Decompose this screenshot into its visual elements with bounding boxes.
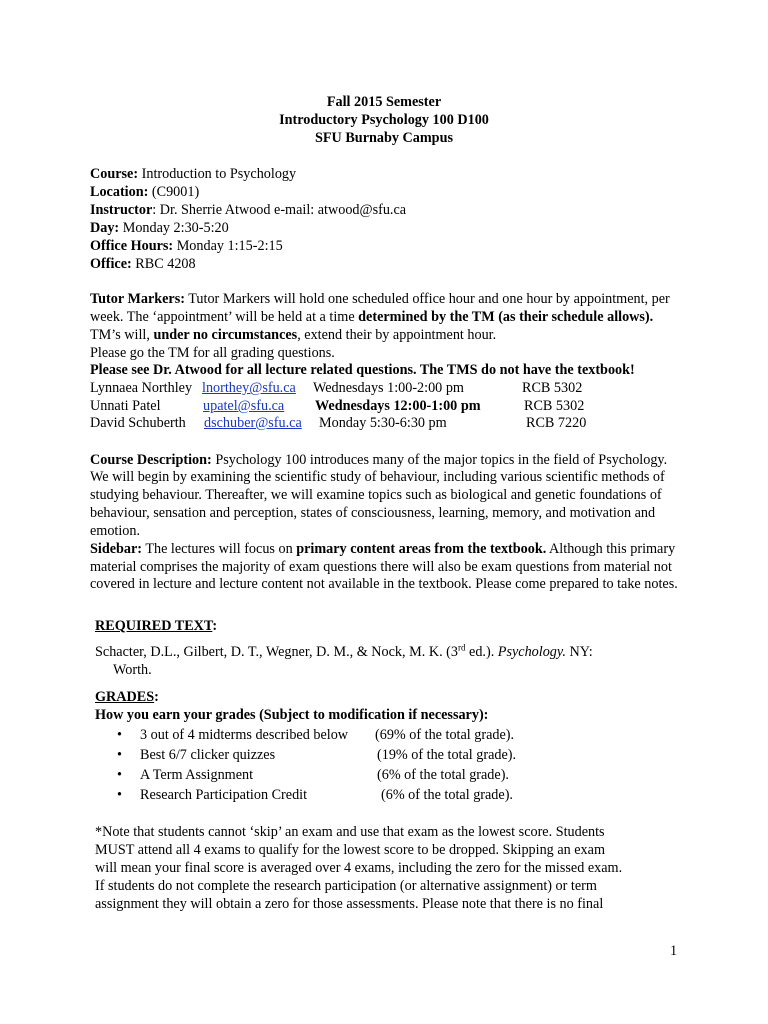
marker-email-link[interactable]: lnorthey@sfu.ca [202,380,296,396]
grade-item-label: A Term Assignment [140,767,254,783]
tutor-line-4: Please go the TM for all grading questions. [90,345,335,361]
course-label: Course: [90,166,139,182]
grade-item-label: Research Participation Credit [140,787,308,803]
sidebar-line-3: covered in lecture and lecture content not available in the textbook. Please come prepared to take notes. [90,576,678,592]
marker-hours: Wednesdays 1:00-2:00 pm [313,380,464,396]
citation-title: Psychology. [497,644,566,660]
tutor-text-2a: week. The ‘appointment’ will be held at a time [90,309,359,325]
instructor-value: : Dr. Sherrie Atwood e-mail: atwood@sfu.ca [152,202,407,218]
bullet-icon: • [117,727,122,743]
marker-room: RCB 5302 [524,398,585,414]
office-hours-line [90,238,283,256]
campus-heading: SFU Burnaby Campus [315,130,453,146]
tutor-text-3c: , extend their by appointment hour. [297,327,497,343]
office-value: RBC 4208 [131,256,196,272]
grades-heading [95,689,159,707]
marker-room: RCB 7220 [526,415,587,431]
description-line-5: emotion. [90,523,141,539]
grade-item-label: 3 out of 4 midterms described below [140,727,349,743]
tutor-line-2 [90,309,653,327]
citation-authors: Schacter, D.L., Gilbert, D. T., Wegner, D. M., & Nock, M. K. (3 [95,644,458,660]
tutor-line-1 [90,291,670,309]
citation-place: NY: [565,644,593,660]
course-heading: Introductory Psychology 100 D100 [279,112,489,128]
description-label: Course Description: [90,452,212,468]
instructor-label: Instructor [90,202,153,218]
office-line [90,256,196,274]
description-line-4: behaviour, sensation and perception, states of consciousness, learning, memory, and motivation and [90,505,656,521]
note-line-3: will mean your final score is averaged over 4 exams, including the zero for the missed exam. [95,860,623,876]
description-text-1: Psychology 100 introduces many of the major topics in the field of Psychology. [211,452,668,468]
course-line [90,166,296,184]
required-text-heading [95,618,217,636]
day-value: Monday 2:30-5:20 [119,220,229,236]
tutor-label: Tutor Markers: [90,291,185,307]
semester-heading: Fall 2015 Semester [326,94,442,110]
day-line [90,220,229,238]
grade-item-label: Best 6/7 clicker quizzes [140,747,276,763]
tutor-text-1: Tutor Markers will hold one scheduled office hour and one hour by appointment, per [184,291,670,307]
grade-item-weight: (6% of the total grade). [377,767,509,783]
textbook-citation [95,644,593,662]
location-value: (C9001) [148,184,200,200]
office-hours-label: Office Hours: [90,238,174,254]
note-line-5: assignment they will obtain a zero for those assessments. Please note that there is no final [95,896,604,912]
tutor-line-3 [90,327,496,345]
description-line-3: studying behaviour. Thereafter, we will examine topics such as biological and genetic foundations of [90,487,662,503]
office-hours-value: Monday 1:15-2:15 [173,238,283,254]
page-number: 1 [670,943,678,959]
marker-hours: Monday 5:30-6:30 pm [319,415,447,431]
sidebar-line-2: material comprises the majority of exam questions there will also be exam questions from material not [90,559,672,575]
sidebar-text-a: The lectures will focus on [142,541,297,557]
required-text-title: REQUIRED TEXT [95,618,213,634]
note-line-1: *Note that students cannot ‘skip’ an exam and use that exam as the lowest score. Students [95,824,605,840]
grade-item-weight: (6% of the total grade). [381,787,513,803]
tutor-text-3a: TM’s will, [90,327,154,343]
note-line-4: If students do not complete the research participation (or alternative assignment) or term [95,878,597,894]
marker-name: Unnati Patel [90,398,161,414]
citation-edition-sup: rd [457,642,466,653]
marker-name: Lynnaea Northley [90,380,193,396]
sidebar-label: Sidebar: [90,541,143,557]
grades-subheading: How you earn your grades (Subject to modification if necessary): [95,707,489,723]
grades-colon: : [154,689,159,705]
course-value: Introduction to Psychology [138,166,297,182]
note-line-2: MUST attend all 4 exams to qualify for the lowest score to be dropped. Skipping an exam [95,842,605,858]
office-label: Office: [90,256,132,272]
marker-hours: Wednesdays 12:00-1:00 pm [315,398,481,414]
sidebar-text-b: primary content areas from the textbook. [296,541,547,557]
marker-email-link[interactable]: upatel@sfu.ca [203,398,285,414]
bullet-icon: • [117,787,122,803]
bullet-icon: • [117,747,122,763]
marker-room: RCB 5302 [522,380,583,396]
textbook-publisher: Worth. [113,662,152,678]
tutor-text-2b: determined by the TM (as their schedule allows). [358,309,654,325]
description-line-1 [90,452,667,470]
marker-name: David Schuberth [90,415,186,431]
location-line [90,184,199,202]
tutor-text-3b: under no circumstances [153,327,298,343]
sidebar-line-1 [90,541,675,559]
marker-email-link[interactable]: dschuber@sfu.ca [204,415,302,431]
bullet-icon: • [117,767,122,783]
instructor-line [90,202,406,220]
day-label: Day: [90,220,120,236]
description-line-2: We will begin by examining the scientific study of behaviour, including various scientific methods of [90,469,665,485]
grade-item-weight: (19% of the total grade). [377,747,517,763]
location-label: Location: [90,184,149,200]
grades-title: GRADES [95,689,155,705]
tutor-line-5: Please see Dr. Atwood for all lecture related questions. The TMS do not have the textbook! [90,362,635,378]
required-text-colon: : [212,618,218,634]
sidebar-text-c: Although this primary [546,541,676,557]
citation-edition: ed.). [465,644,498,660]
grade-item-weight: (69% of the total grade). [375,727,515,743]
